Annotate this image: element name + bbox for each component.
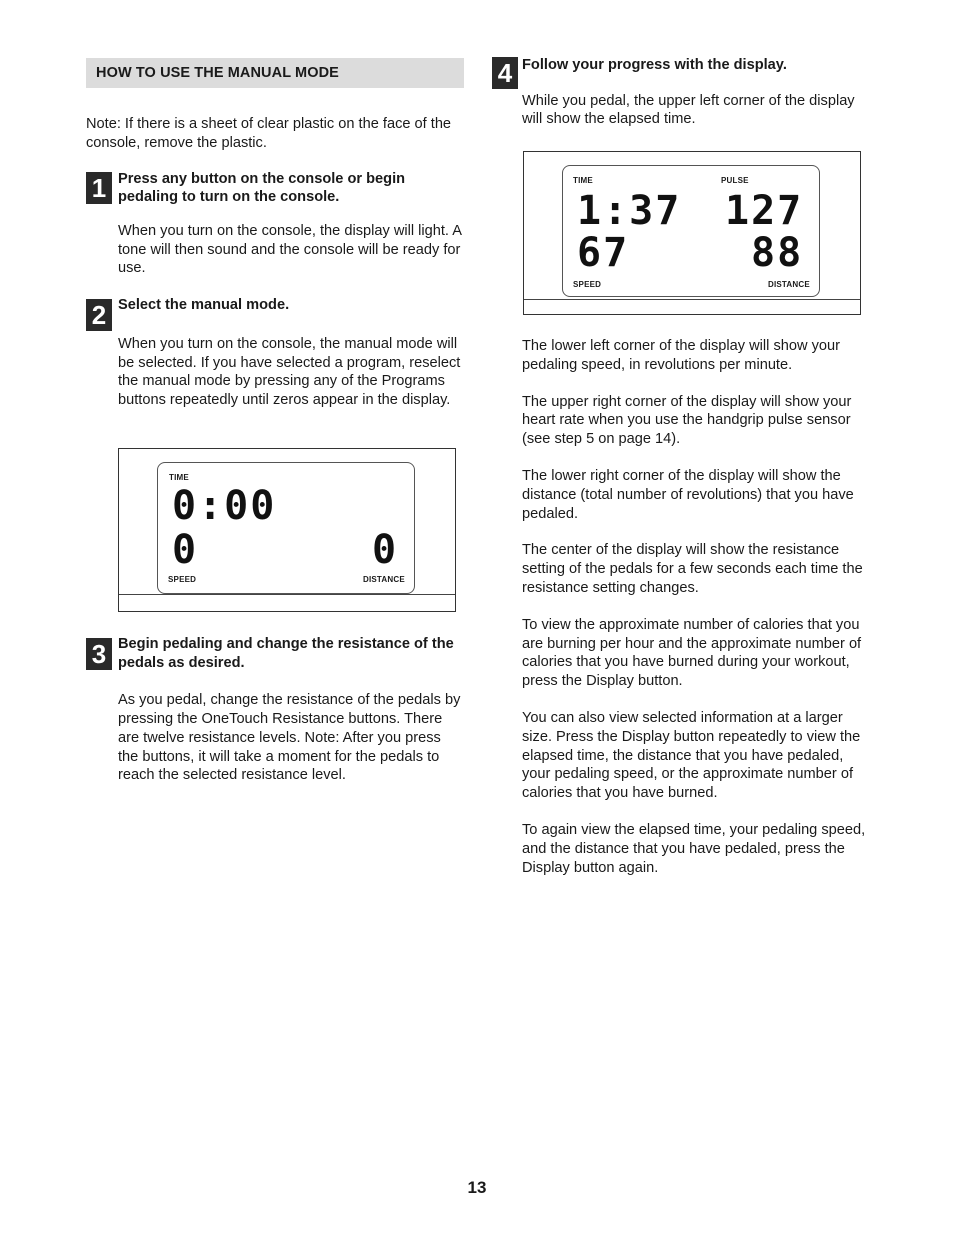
pulse-paragraph: The upper right corner of the display will show your heart rate when you use the handgrip pulse sensor (see step 5 on page 14). [522,393,852,448]
step-3-number: 3 [86,638,112,670]
step-3 [86,635,464,785]
step-1-title: Press any button on the console or begin pedaling to turn on the console. [118,170,406,206]
distance-readout: 88 [751,230,804,276]
calories-paragraph: To view the approximate number of calories that you are burning per hour and the approximate number of calories that you have burned during your workout, press the Display button. [522,616,862,690]
resistance-paragraph: The center of the display will show the resistance setting of the pedals for a few seconds each time the resistance setting changes. [522,542,863,596]
step-1-number: 1 [86,172,112,204]
larger-size-paragraph: You can also view selected information at a larger size. Press the Display button repeatedly to view the elapsed time, the distance that you have pedaled, your pedaling speed, or the approximate number of calories that you have burned. [522,709,861,802]
step-2 [86,296,464,410]
time-readout: 1:37 [577,188,682,234]
time-label: TIME [573,176,593,185]
lcd-screen [562,165,820,297]
distance-label: DISTANCE [768,280,810,289]
pulse-readout: 127 [725,188,804,234]
speed-readout: 0 [172,527,199,573]
console-display-manual [118,448,456,612]
distance-paragraph: The lower right corner of the display will show the distance (total number of revolutions) that you have pedaled. [522,467,854,522]
step-1-body: When you turn on the console, the display will light. A tone will then sound and the console will be ready for use. [118,222,462,277]
speed-paragraph: The lower left corner of the display will show your pedaling speed, in revolutions per minute. [522,338,840,373]
time-label: TIME [169,473,189,482]
distance-readout: 0 [372,527,399,573]
pulse-label: PULSE [721,176,749,185]
right-column [492,58,872,129]
left-column [86,58,464,410]
step-2-title: Select the manual mode. [118,297,290,314]
speed-label: SPEED [168,575,197,584]
lcd-screen [157,462,415,594]
step-4-number: 4 [492,57,518,89]
step-3-body: As you pedal, change the resistance of the pedals by pressing the OneTouch Resistance buttons. There are twelve resistance levels. Note: After you press the buttons, it will take a moment for the pedals to reach the selected resistance level. [118,692,461,784]
time-readout: 0:00 [172,483,277,529]
section-header: HOW TO USE THE MANUAL MODE [86,58,464,88]
note-text: Note: If there is a sheet of clear plastic on the face of the console, remove the plastic. [86,116,452,151]
step-4-body: While you pedal, the upper left corner of the display will show the elapsed time. [522,92,855,128]
step-2-body: When you turn on the console, the manual mode will be selected. If you have selected a program, reselect the manual mode by pressing any of the Programs buttons repeatedly until zeros appear in the display. [118,335,461,409]
step-4 [492,56,872,129]
step-4-title: Follow your progress with the display. [522,57,787,73]
step-2-number: 2 [86,299,112,331]
console-display-progress [523,151,861,315]
page-number: 13 [467,1178,487,1197]
distance-label: DISTANCE [363,575,405,584]
right-paragraphs [522,337,872,877]
step-3-title: Begin pedaling and change the resistance of the pedals as desired. [118,636,454,671]
speed-readout: 67 [577,230,630,276]
again-view-paragraph: To again view the elapsed time, your pedaling speed, and the distance that you have pedaled, press the Display button again. [522,821,866,876]
step-1 [86,170,464,279]
speed-label: SPEED [573,280,602,289]
